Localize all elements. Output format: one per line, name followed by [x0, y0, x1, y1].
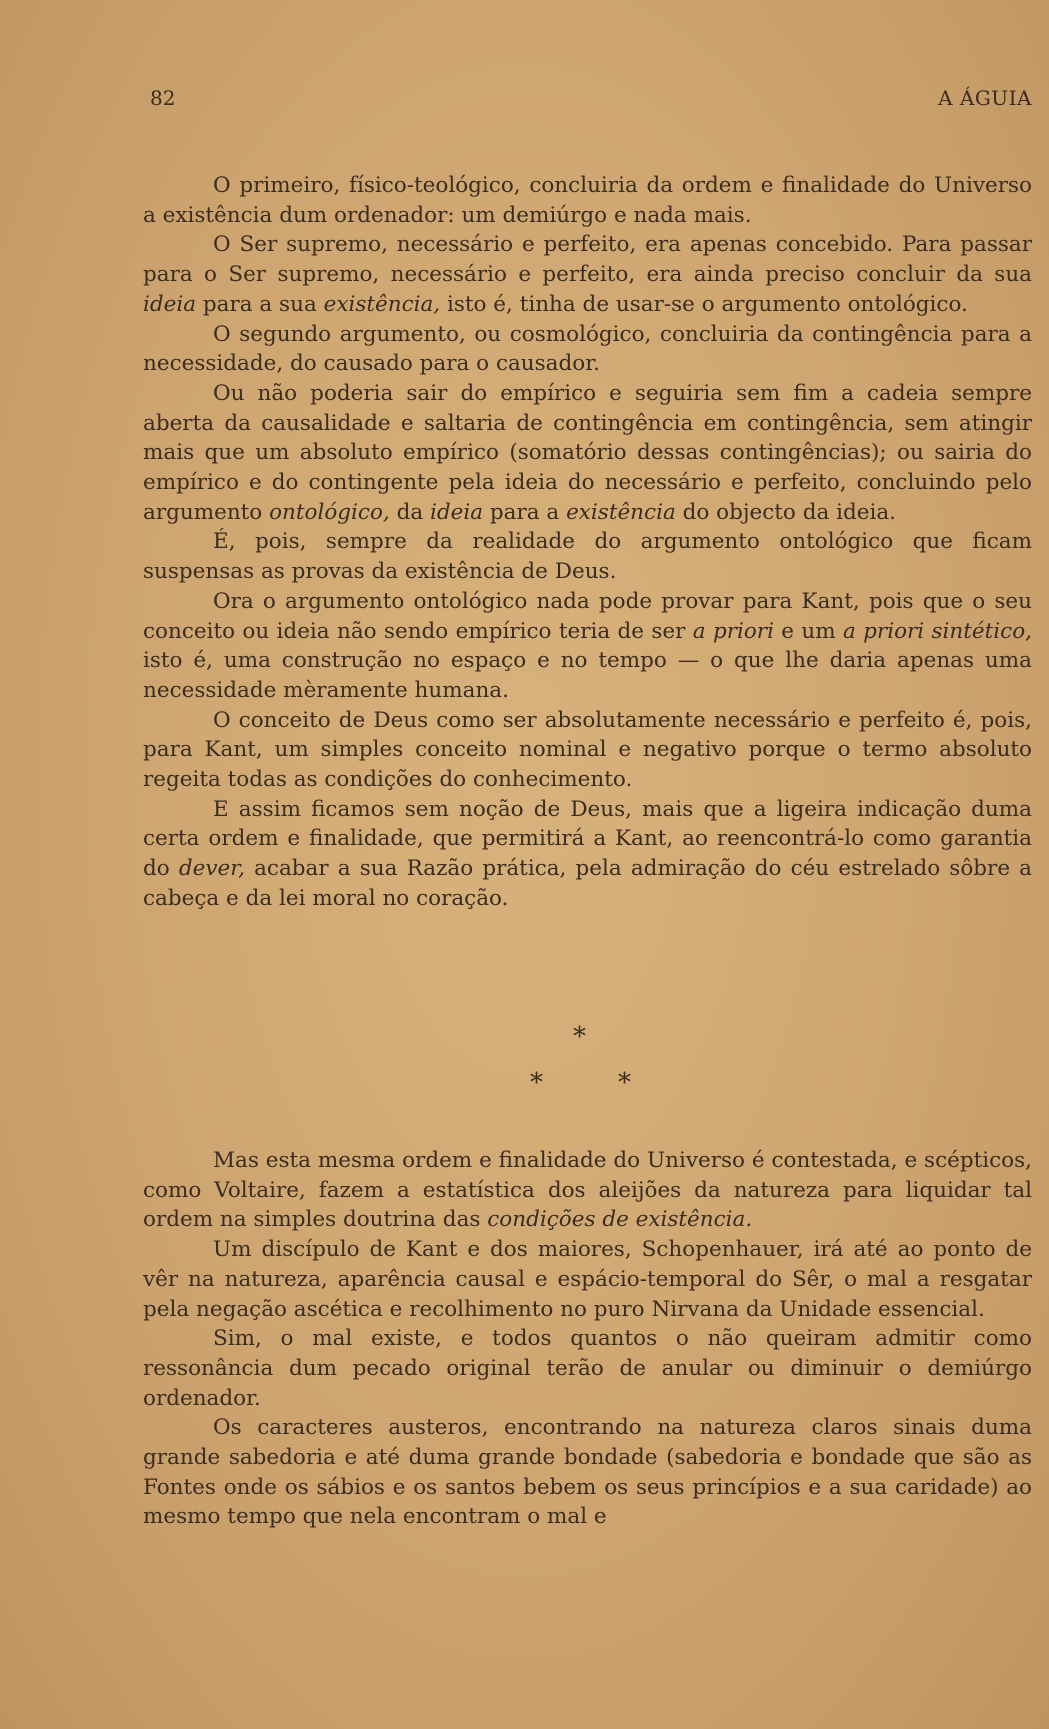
- asterisk-mark: *: [618, 1068, 631, 1098]
- paragraph: [143, 587, 1032, 706]
- paragraph: [143, 1146, 1032, 1235]
- body-text-section-1: [143, 171, 1032, 914]
- text-run: isto é, uma construção no espaço e no tempo — o que lhe daria apenas uma necessidade mèramente humana.: [143, 648, 1032, 703]
- italic-term: a priori: [692, 618, 774, 644]
- paragraph: [143, 706, 1032, 795]
- asterisk-mark: *: [530, 1068, 543, 1098]
- text-run: Mas esta mesma ordem e finalidade do Universo é contestada, e scépticos, como Voltaire, fazem a estatística dos aleijões da natureza para liquidar tal ordem na simples doutrina das: [143, 1148, 1032, 1233]
- text-run: acabar a sua Razão prática, pela admiração do céu estrelado sôbre a cabeça e da lei moral no coração.: [143, 856, 1032, 911]
- asterisk-mark: *: [573, 1022, 586, 1052]
- paragraph: [143, 230, 1032, 319]
- paragraph: [143, 1413, 1032, 1532]
- text-run: Os caracteres austeros, encontrando na natureza claros sinais duma grande sabedoria e até duma grande bondade (sabedoria e bondade que são as Fontes onde os sábios e os santos bebem os seus princípios e a sua caridade) ao mesmo tempo que nela encontram o mal e: [143, 1415, 1032, 1530]
- text-run: Um discípulo de Kant e dos maiores, Schopenhauer, irá até ao ponto de vêr na natureza, aparência causal e espácio-temporal do Sêr, o mal a resgatar pela negação ascética e recolhimento no puro Nirvana da Unidade essencial.: [143, 1237, 1032, 1322]
- paragraph: [143, 1235, 1032, 1324]
- paragraph: [143, 379, 1032, 528]
- text-run: do objecto da ideia.: [675, 499, 897, 525]
- text-run: para a sua: [196, 291, 324, 317]
- paragraph: [143, 320, 1032, 379]
- italic-term: a priori sintético,: [842, 618, 1032, 644]
- italic-term: ideia: [430, 499, 484, 525]
- text-run: Ora o argumento ontológico nada pode provar para Kant, pois que o seu conceito ou ideia não sendo empírico teria de ser: [143, 588, 1032, 644]
- text-run: O segundo argumento, ou cosmológico, concluiria da contingência para a necessidade, do causado para o causador.: [143, 321, 1032, 377]
- paragraph: [143, 795, 1032, 914]
- text-run: isto é, tinha de usar-se o argumento ontológico.: [440, 291, 968, 317]
- text-run: É, pois, sempre da realidade do argumento ontológico que ficam suspensas as provas da existência de Deus.: [143, 529, 1032, 585]
- italic-term: ideia: [143, 291, 197, 317]
- paragraph: [143, 527, 1032, 586]
- italic-term: dever,: [178, 856, 245, 882]
- page-number: 82: [150, 86, 176, 110]
- italic-term: existência: [566, 499, 676, 525]
- text-run: para a: [483, 499, 567, 525]
- italic-term: condições de existência.: [487, 1207, 753, 1233]
- text-run: O primeiro, físico-teológico, concluiria da ordem e finalidade do Universo a existência dum ordenador: um demiúrgo e nada mais.: [143, 173, 1032, 228]
- italic-term: existência,: [323, 291, 441, 317]
- body-text-section-2: [143, 1146, 1032, 1532]
- italic-term: ontológico,: [269, 499, 390, 525]
- asterism-divider: [510, 1022, 650, 1102]
- text-run: O conceito de Deus como ser absolutamente necessário e perfeito é, pois, para Kant, um simples conceito nominal e negativo porque o termo absoluto regeita todas as condições do conhecimento.: [143, 707, 1032, 793]
- paragraph: [143, 1324, 1032, 1413]
- text-run: Sim, o mal existe, e todos quantos o não queiram admitir como ressonância dum pecado original terão de anular ou diminuir o demiúrgo ordenador.: [143, 1326, 1032, 1411]
- page-header: [150, 86, 1032, 116]
- text-run: O Ser supremo, necessário e perfeito, era apenas concebido. Para passar para o Ser supremo, necessário e perfeito, era ainda preciso concluir da sua: [143, 232, 1032, 288]
- text-run: E assim ficamos sem noção de Deus, mais que a ligeira indicação duma certa ordem e finalidade, que permitirá a Kant, ao reencontrá-lo como garantia do: [143, 796, 1032, 882]
- text-run: Ou não poderia sair do empírico e seguiria sem fim a cadeia sempre aberta da causalidade e saltaria de contingência em contingência, sem atingir mais que um absoluto empírico (somatório dessas contingências); ou sairia do empírico e do contingente pela ideia do necessário e perfeito, concluindo pelo argumento: [143, 380, 1032, 525]
- running-title: A ÁGUIA: [938, 86, 1032, 110]
- text-run: e um: [773, 618, 843, 644]
- text-run: da: [389, 499, 430, 525]
- paragraph: [143, 171, 1032, 230]
